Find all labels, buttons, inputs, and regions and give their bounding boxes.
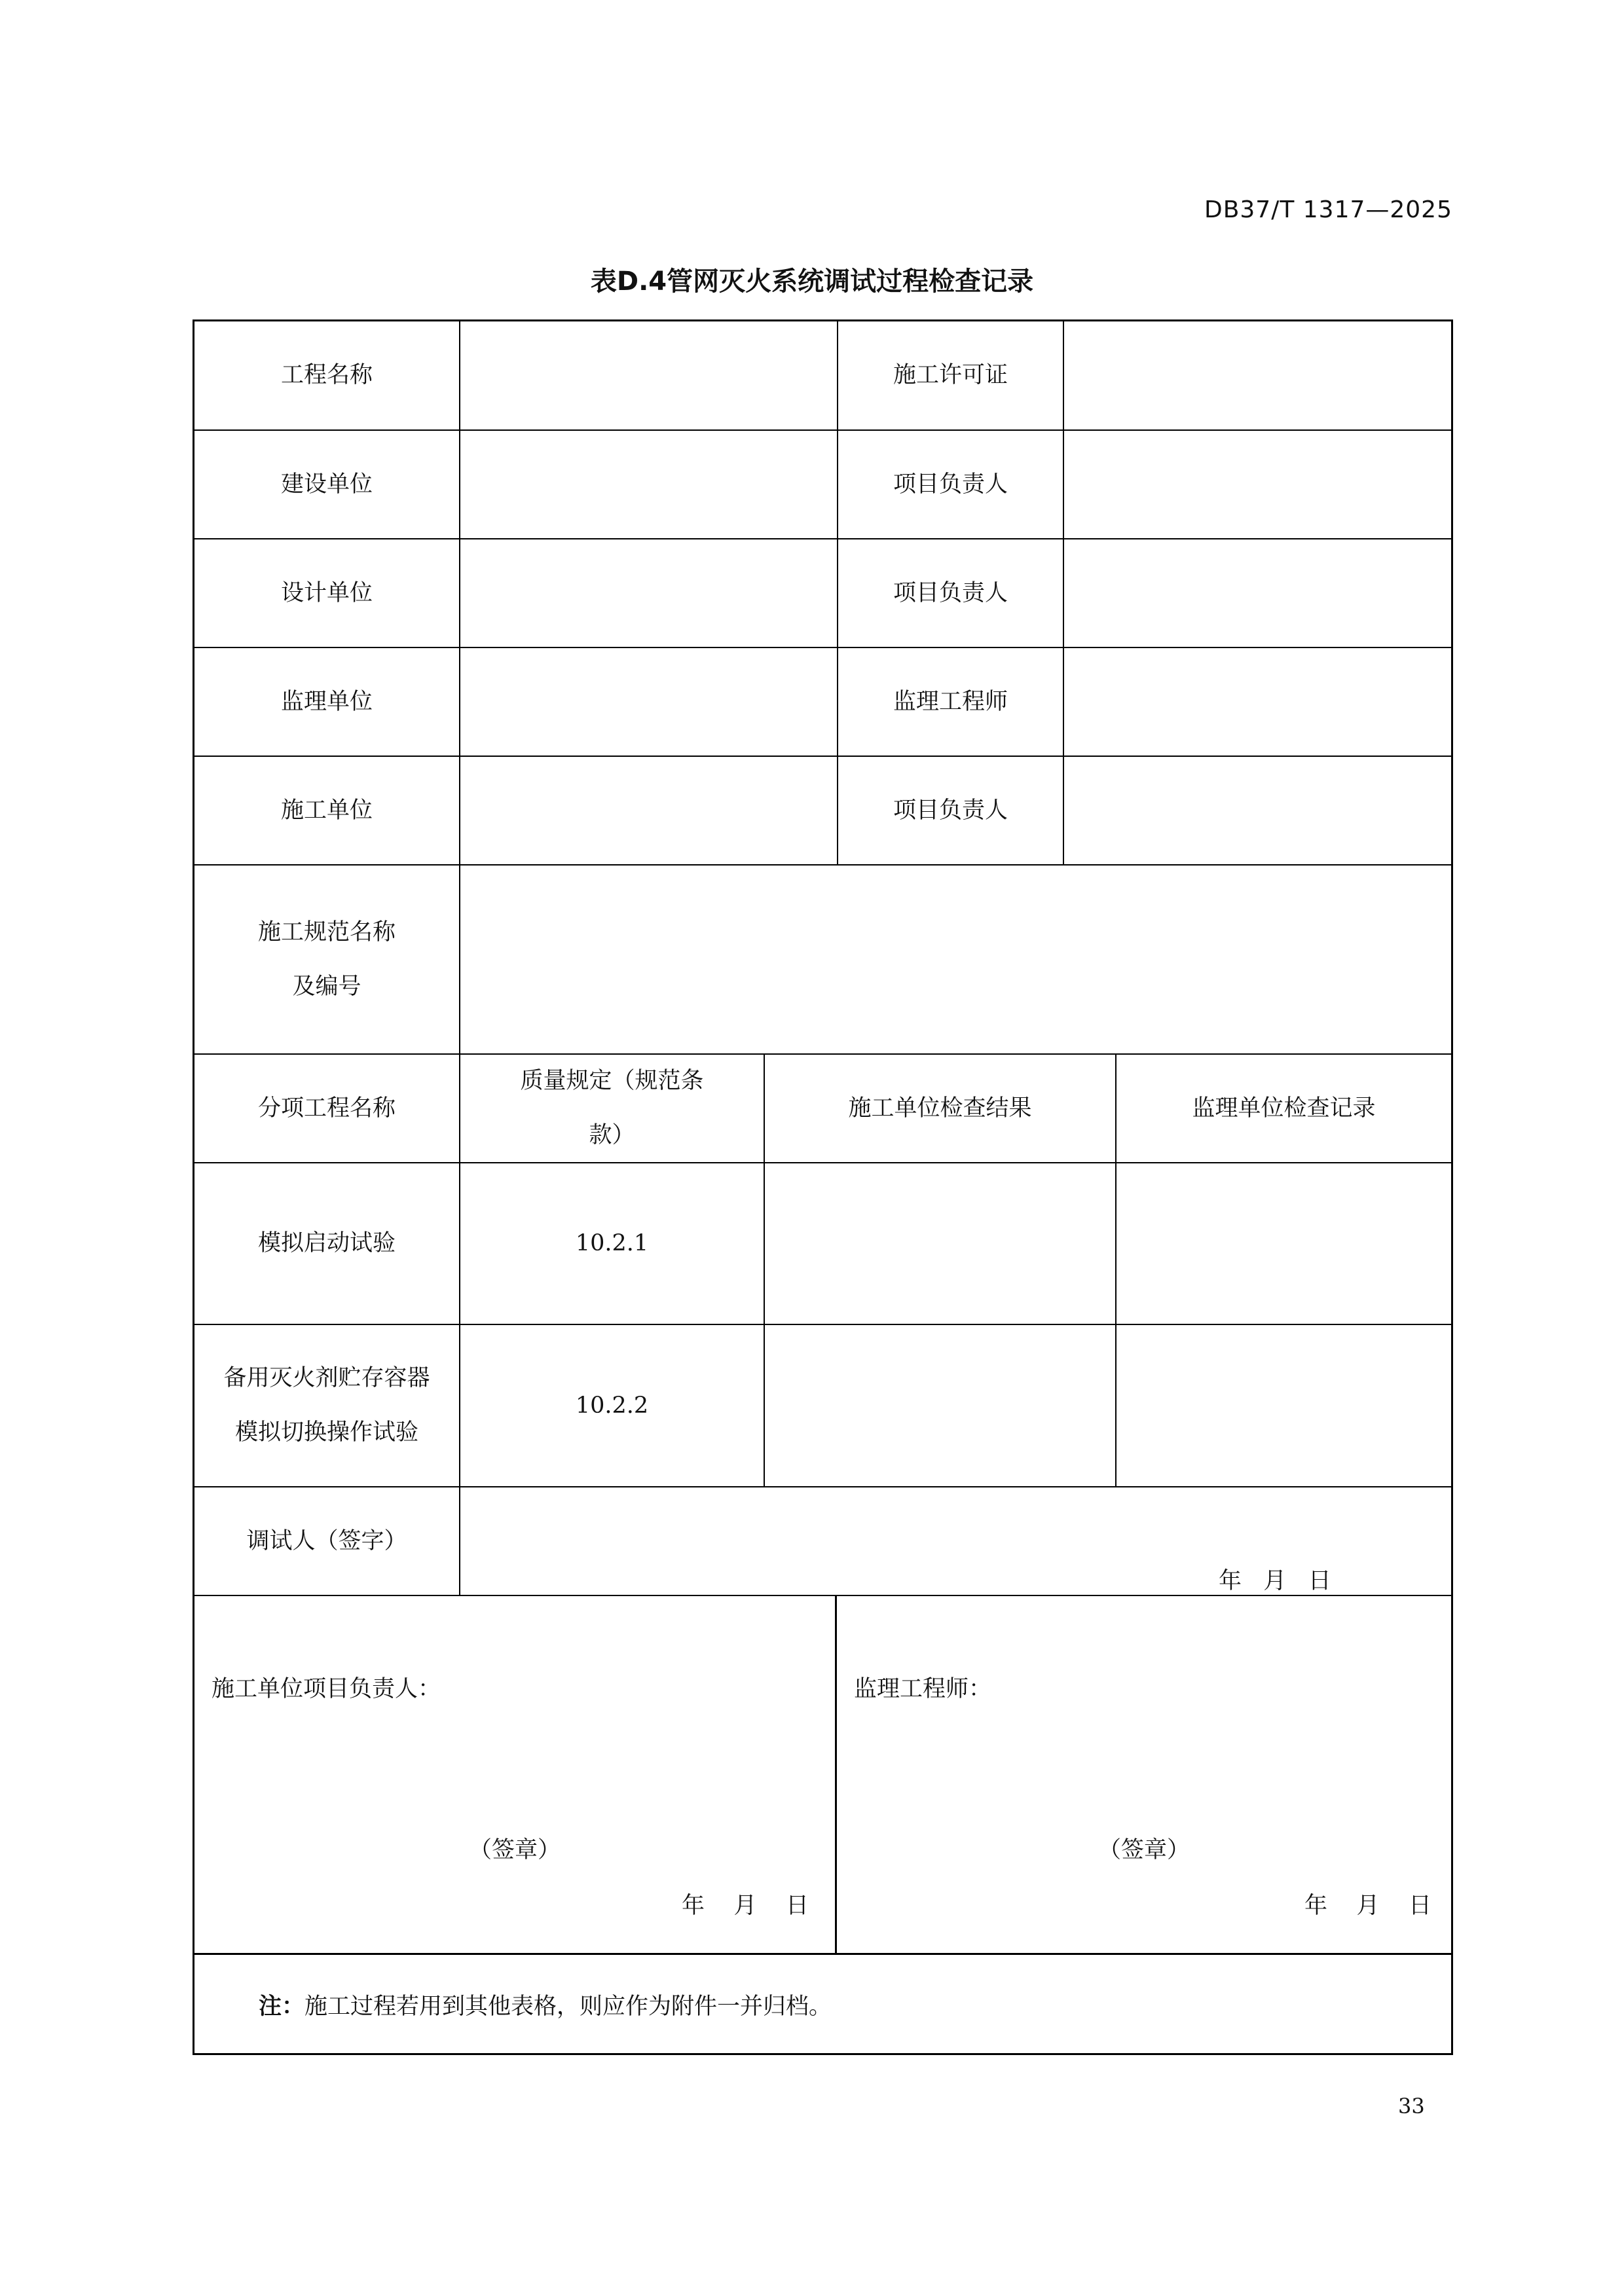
info-value[interactable] xyxy=(1064,648,1451,757)
info-value[interactable] xyxy=(460,539,838,648)
item-name: 备用灭火剂贮存容器 模拟切换操作试验 xyxy=(194,1325,460,1487)
tester-label: 调试人（签字） xyxy=(194,1487,460,1596)
note-prefix: 注： xyxy=(259,1994,305,2020)
info-label: 监理工程师 xyxy=(838,648,1064,757)
tester-signature-field[interactable] xyxy=(460,1487,1451,1596)
contractor-manager-label: 施工单位项目负责人： xyxy=(212,1676,441,1702)
item-name: 模拟启动试验 xyxy=(194,1163,460,1325)
info-value[interactable] xyxy=(1064,321,1451,431)
note-row xyxy=(194,1955,1451,2053)
col-header-item-name: 分项工程名称 xyxy=(194,1055,460,1163)
item-result[interactable] xyxy=(765,1163,1116,1325)
info-value[interactable] xyxy=(460,431,838,539)
note-text: 施工过程若用到其他表格，则应作为附件一并归档。 xyxy=(304,1994,832,2020)
item-clause: 10.2.2 xyxy=(460,1325,765,1487)
info-label: 施工单位 xyxy=(194,757,460,866)
spec-label: 施工规范名称 及编号 xyxy=(194,866,460,1055)
info-label: 项目负责人 xyxy=(838,431,1064,539)
item-clause: 10.2.1 xyxy=(460,1163,765,1325)
info-value[interactable] xyxy=(460,757,838,866)
note xyxy=(259,1955,832,2054)
standard-code: DB37/T 1317—2025 xyxy=(1204,196,1452,223)
info-value[interactable] xyxy=(460,321,838,431)
col-header-contractor-result: 施工单位检查结果 xyxy=(765,1055,1116,1163)
signature-date: 年 月 日 xyxy=(681,1893,809,1919)
tester-date: 年 月 日 xyxy=(1219,1568,1331,1594)
supervisor-signature-block[interactable] xyxy=(837,1596,1451,1955)
info-label: 项目负责人 xyxy=(838,757,1064,866)
stamp-label: （签章） xyxy=(468,1837,561,1863)
col-header-clause: 质量规定（规范条 款） xyxy=(460,1055,765,1163)
spec-value[interactable] xyxy=(460,866,1451,1055)
table-title: 表D.4管网灭火系统调试过程检查记录 xyxy=(590,266,1034,297)
info-value[interactable] xyxy=(1064,539,1451,648)
item-result[interactable] xyxy=(765,1325,1116,1487)
col-header-supervisor-record: 监理单位检查记录 xyxy=(1116,1055,1451,1163)
contractor-signature-block[interactable] xyxy=(194,1596,837,1955)
page-number: 33 xyxy=(1398,2094,1425,2119)
info-label: 监理单位 xyxy=(194,648,460,757)
info-label: 建设单位 xyxy=(194,431,460,539)
info-label: 施工许可证 xyxy=(838,321,1064,431)
item-record[interactable] xyxy=(1116,1325,1451,1487)
item-record[interactable] xyxy=(1116,1163,1451,1325)
info-label: 设计单位 xyxy=(194,539,460,648)
signature-date: 年 月 日 xyxy=(1304,1893,1431,1919)
stamp-label: （签章） xyxy=(1098,1837,1190,1863)
supervisor-engineer-label: 监理工程师： xyxy=(854,1676,992,1702)
info-label: 项目负责人 xyxy=(838,539,1064,648)
inspection-record-table xyxy=(193,319,1453,2055)
info-value[interactable] xyxy=(1064,431,1451,539)
info-value[interactable] xyxy=(460,648,838,757)
info-value[interactable] xyxy=(1064,757,1451,866)
info-label: 工程名称 xyxy=(194,321,460,431)
